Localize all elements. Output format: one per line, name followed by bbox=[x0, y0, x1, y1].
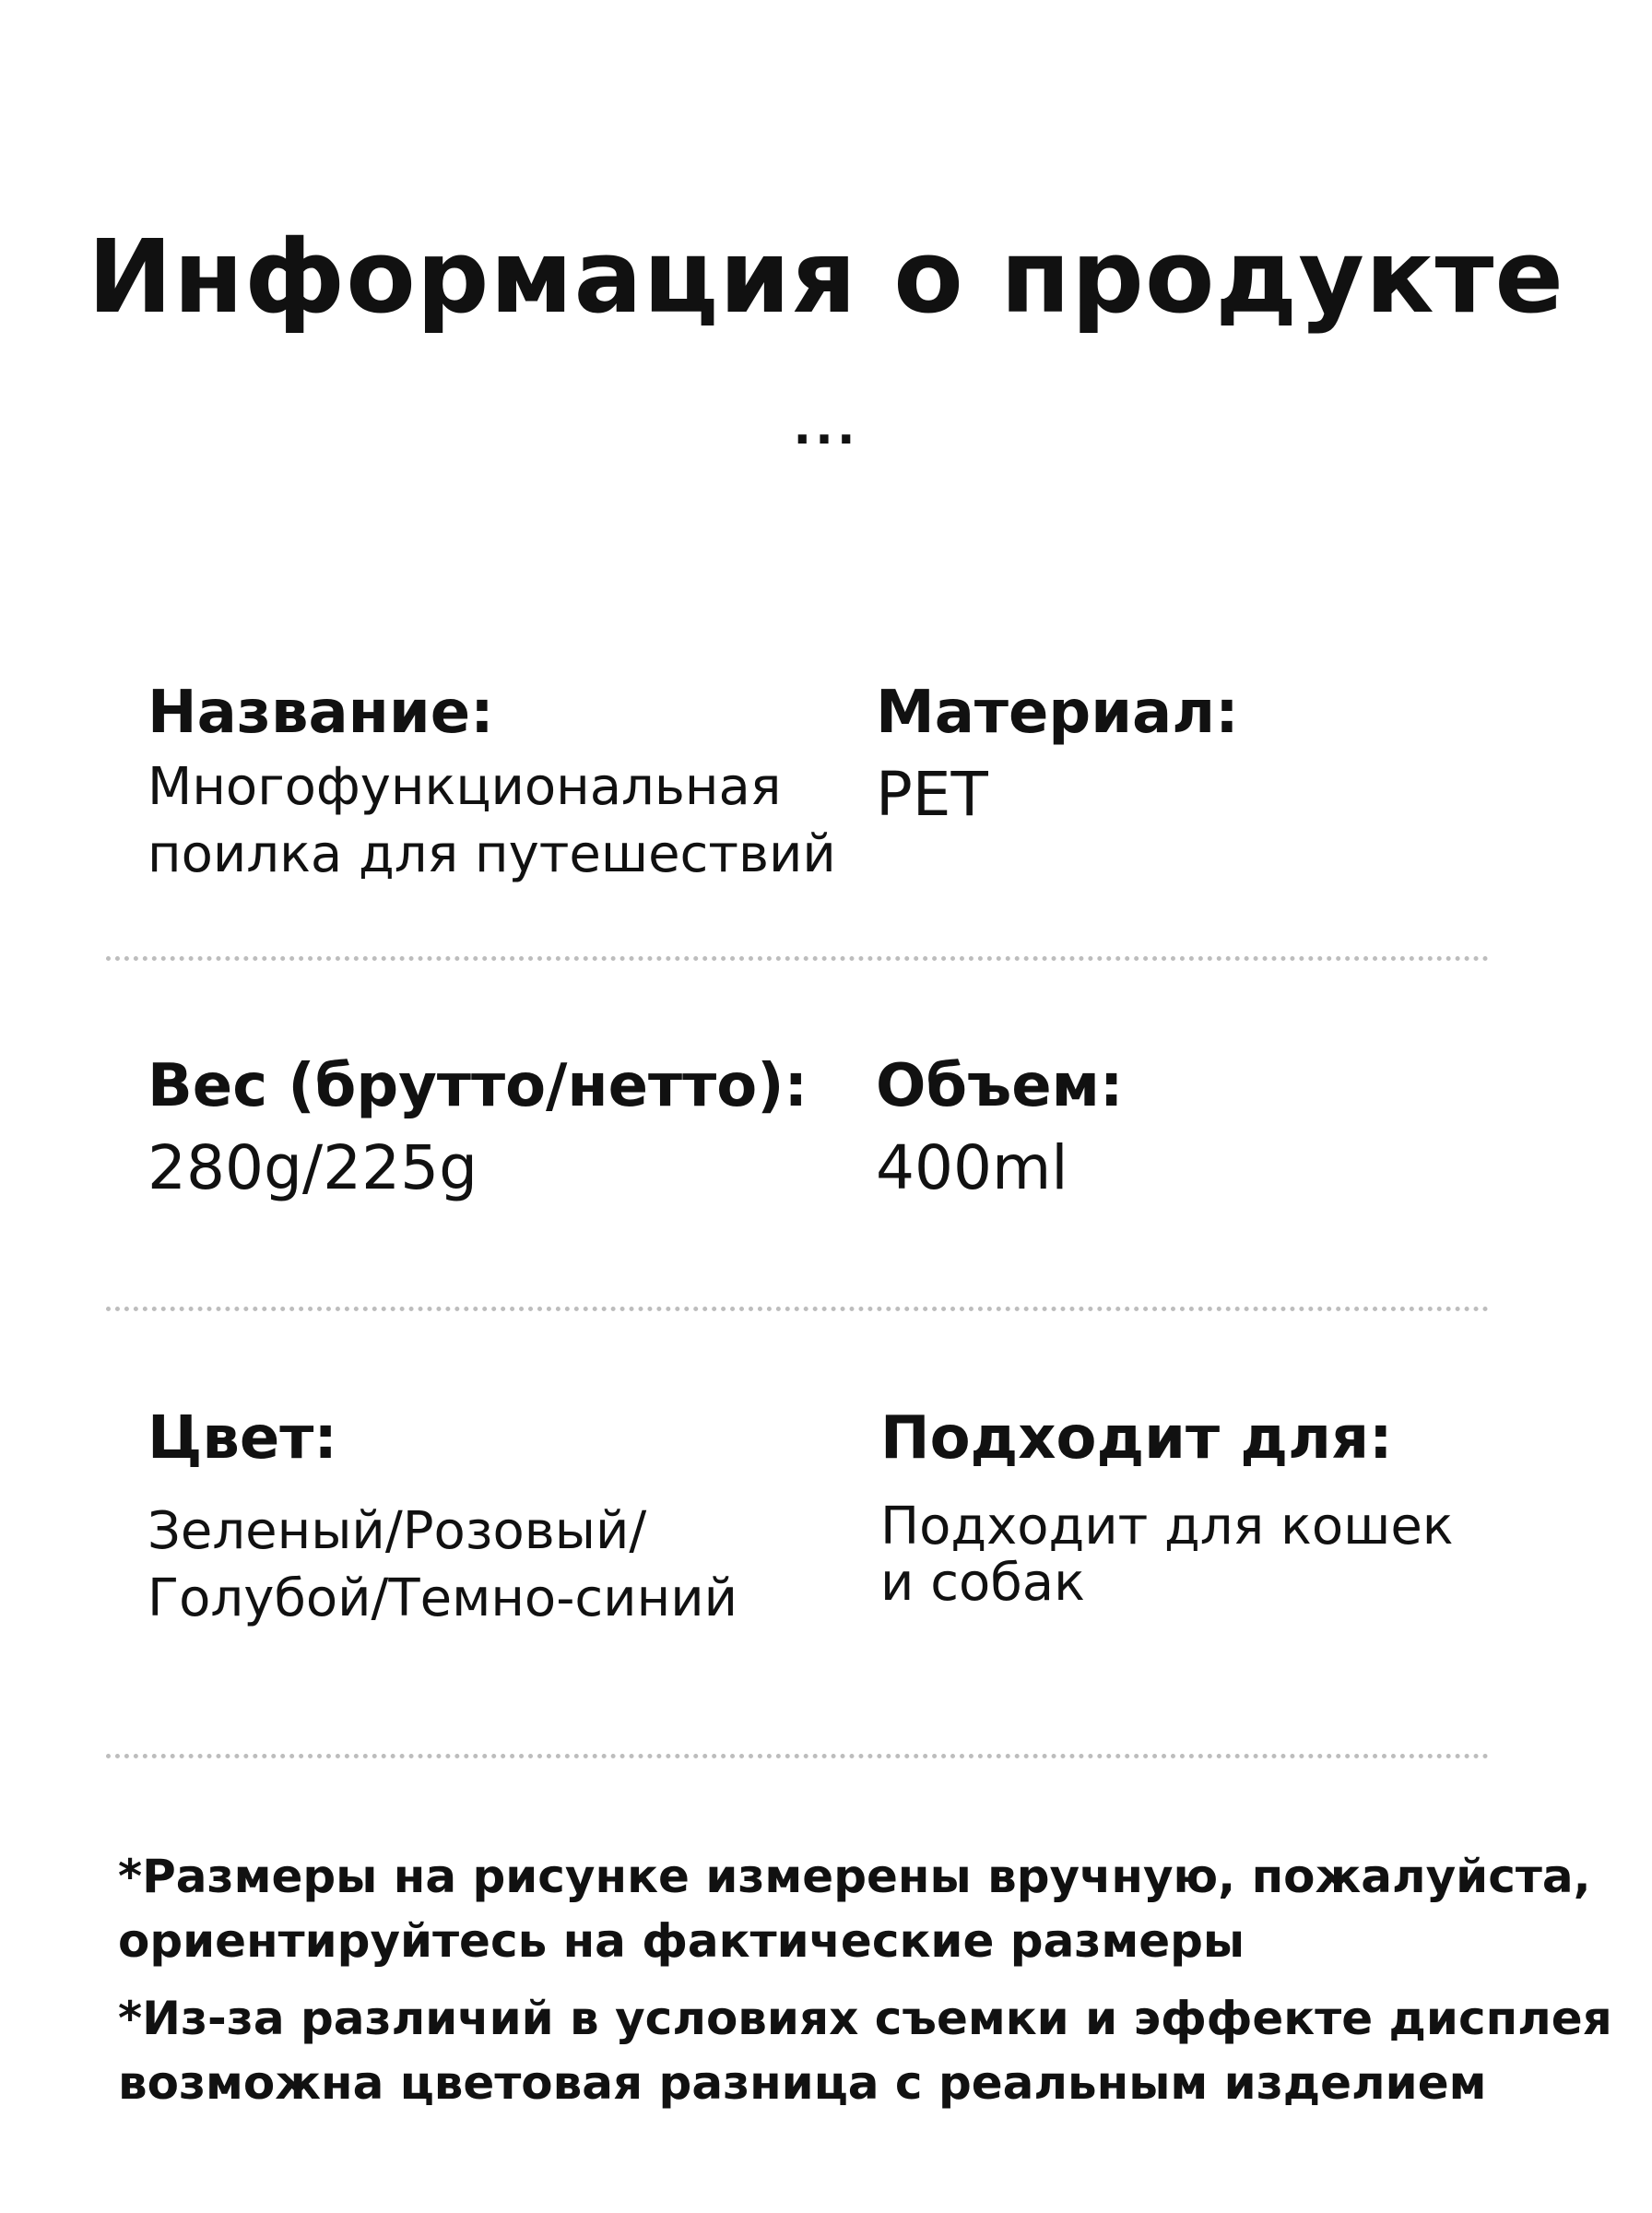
field-suitable-value-line2: и собак bbox=[880, 1553, 1085, 1614]
field-volume bbox=[876, 1051, 1124, 1204]
field-weight bbox=[148, 1051, 808, 1204]
field-weight-value: 280g/225g bbox=[148, 1131, 478, 1203]
field-color bbox=[148, 1403, 738, 1632]
field-material-value: PET bbox=[876, 758, 988, 830]
divider bbox=[106, 1307, 1489, 1311]
field-volume-label: Объем: bbox=[876, 1052, 1124, 1120]
title-ornament: ... bbox=[793, 400, 859, 456]
field-name-label: Название: bbox=[148, 679, 494, 747]
field-suitable-label: Подходит для: bbox=[880, 1404, 1393, 1473]
field-suitable-value-line1: Подходит для кошек bbox=[880, 1496, 1454, 1556]
note-measurement-line2: ориентируйтесь на фактические размеры bbox=[118, 1914, 1245, 1968]
field-name-value-line1: Многофункциональная bbox=[148, 756, 782, 817]
field-name bbox=[148, 678, 836, 888]
note-color-line2: возможна цветовая разница с реальным изделием bbox=[118, 2056, 1487, 2110]
note-color-line1: *Из-за различий в условиях съемки и эффекте дисплея bbox=[118, 1992, 1612, 2045]
disclaimer-notes bbox=[118, 1844, 1612, 2128]
field-volume-value: 400ml bbox=[876, 1131, 1068, 1203]
note-measurement-line1: *Размеры на рисунке измерены вручную, пожалуйста, bbox=[118, 1850, 1591, 1903]
divider bbox=[106, 1754, 1489, 1758]
page-title: Информация о продукте bbox=[88, 218, 1564, 336]
field-weight-label: Вес (брутто/нетто): bbox=[148, 1052, 808, 1120]
field-color-label: Цвет: bbox=[148, 1404, 337, 1473]
field-name-value-line2: поилка для путешествий bbox=[148, 823, 836, 884]
field-material-label: Материал: bbox=[876, 679, 1239, 747]
field-color-value-line1: Зеленый/Розовый/ bbox=[148, 1500, 647, 1561]
field-color-value-line2: Голубой/Темно-синий bbox=[148, 1568, 738, 1628]
field-suitable bbox=[880, 1403, 1454, 1612]
field-material bbox=[876, 678, 1239, 831]
divider bbox=[106, 956, 1489, 961]
